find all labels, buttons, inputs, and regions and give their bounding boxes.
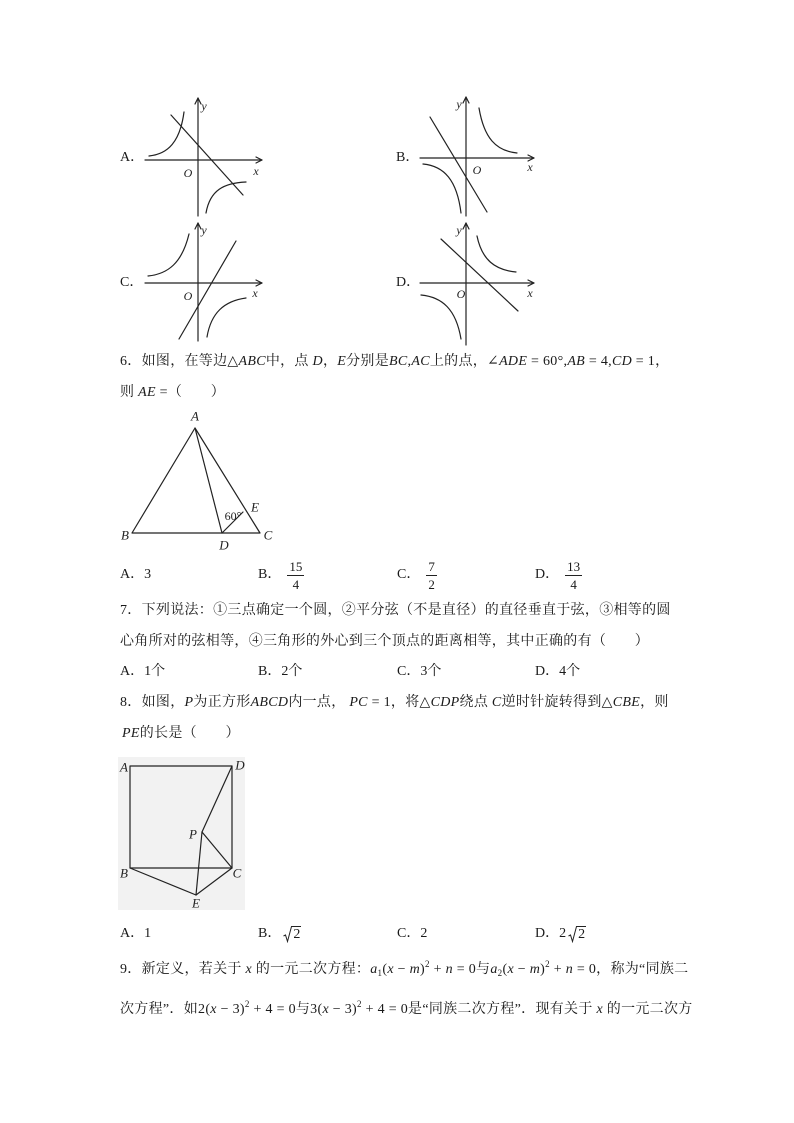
point-label-p: P <box>189 826 197 842</box>
denominator: 4 <box>570 576 577 592</box>
fraction <box>565 559 582 592</box>
option-a <box>120 924 151 944</box>
hyperbola-branch <box>149 112 184 156</box>
sqrt-expression <box>568 926 586 943</box>
option-label: A． <box>120 567 145 582</box>
option-a <box>120 662 165 682</box>
math-symbol: CBE <box>612 695 641 710</box>
y-axis-label: y <box>456 223 462 237</box>
math-symbol: ADE <box>499 354 528 369</box>
subscript: 1 <box>377 968 383 978</box>
vertex-label-c: C <box>232 865 242 881</box>
text-segment: 9．新定义，若关于 <box>120 962 246 977</box>
math-symbol: PC <box>349 695 368 710</box>
text-segment: = 0，称为“同族二 <box>573 962 689 977</box>
text-segment: △ <box>227 354 239 369</box>
math-symbol: n <box>565 962 574 977</box>
option-label: B． <box>258 926 282 941</box>
text-segment: 为正方形 <box>193 695 251 710</box>
question-9-line-2 <box>120 1000 693 1020</box>
linear-function-line <box>171 115 243 195</box>
option-c <box>397 557 437 593</box>
vertex-label-c: C <box>263 527 273 543</box>
text-segment: 的一元二次方 <box>602 1002 693 1017</box>
text-segment: = 60°, <box>527 354 568 369</box>
question-9-line-1 <box>120 960 688 980</box>
graph-option-a <box>140 92 270 220</box>
option-a <box>120 557 151 593</box>
math-symbol: E <box>337 354 347 369</box>
question-6-line-1 <box>120 352 669 372</box>
text-segment: = 1， <box>632 354 670 369</box>
superscript: 2 <box>357 999 362 1009</box>
origin-label: O <box>472 163 482 177</box>
option-label: C． <box>397 926 421 941</box>
text-segment: + <box>429 962 446 977</box>
y-axis-label: y <box>201 223 207 237</box>
vertex-label-a: A <box>191 408 199 424</box>
option-d <box>535 924 586 944</box>
option-b <box>258 662 302 682</box>
text-segment: ) <box>420 962 426 977</box>
numerator: 15 <box>289 558 303 574</box>
text-segment: ) <box>540 962 546 977</box>
vertex-label-d: D <box>235 757 245 773</box>
math-symbol: m <box>409 962 421 977</box>
option-label: D． <box>535 567 560 582</box>
text-segment: + 4 = 0与3( <box>249 1002 323 1017</box>
x-axis-label: x <box>527 160 533 174</box>
sqrt-sign-icon <box>568 926 577 943</box>
graph-option-label-a: A． <box>120 150 145 165</box>
text-segment: 中，点 <box>265 354 313 369</box>
option-b <box>258 924 301 944</box>
question-7-line-1: 7．下列说法：①三点确定一个圆，②平分弦（不是直径）的直径垂直于弦，③相等的圆 <box>120 603 671 618</box>
superscript: 2 <box>545 959 550 969</box>
superscript: 2 <box>244 999 250 1009</box>
text-segment: 则 <box>120 385 139 400</box>
radicand: 2 <box>293 926 301 942</box>
question-8-line-2 <box>122 724 240 744</box>
math-symbol: x <box>596 1002 603 1017</box>
y-axis-label: y <box>201 99 207 113</box>
math-symbol: a <box>490 962 498 977</box>
text-segment: ， <box>322 354 338 369</box>
graph-option-label-c: C． <box>120 275 144 290</box>
point-label-e: E <box>192 895 200 911</box>
option-value: 1 <box>144 926 152 941</box>
angle-label: 60° <box>224 509 242 523</box>
math-symbol: x <box>210 1002 217 1017</box>
coefficient: 2 <box>559 926 567 941</box>
math-symbol: CD <box>611 354 632 369</box>
text-segment: = 1，将 <box>367 695 420 710</box>
question-7-line-2: 心角所对的弦相等，④三角形的外心到三个顶点的距离相等，其中正确的有（ ） <box>120 634 650 649</box>
text-segment: + 4 = 0是“同族二次方程”．现有关于 <box>361 1002 597 1017</box>
text-segment: ( <box>502 962 508 977</box>
math-symbol: AE <box>138 385 156 400</box>
vertex-label-b: B <box>120 865 128 881</box>
origin-label: O <box>183 166 193 180</box>
math-symbol: CDP <box>430 695 460 710</box>
text-segment: ∠ <box>487 354 500 369</box>
option-value: 1个 <box>144 664 166 679</box>
math-symbol: D <box>312 354 323 369</box>
hyperbola-branch <box>148 234 189 276</box>
x-axis-label: x <box>252 286 258 300</box>
math-symbol: x <box>245 962 253 977</box>
math-symbol: n <box>445 962 453 977</box>
text-segment: ，则 <box>640 695 669 710</box>
text-segment: △ <box>601 695 613 710</box>
fraction <box>287 559 304 592</box>
point-label-e: E <box>251 499 259 515</box>
text-segment: 8．如图， <box>120 695 185 710</box>
text-segment: △ <box>419 695 431 710</box>
numerator: 13 <box>567 558 581 574</box>
hyperbola-branch <box>477 236 516 272</box>
hyperbola-branch <box>479 108 517 153</box>
option-value: 2 <box>420 926 428 941</box>
text-segment: − 3) <box>216 1002 245 1017</box>
text-segment: 的长是（ ） <box>139 726 240 741</box>
segment-ad <box>195 428 222 533</box>
y-axis-label: y <box>456 97 462 111</box>
option-value: 2个 <box>281 664 303 679</box>
hyperbola-branch <box>421 295 461 339</box>
option-c <box>397 924 427 944</box>
denominator: 4 <box>292 576 300 592</box>
text-segment: − <box>513 962 530 977</box>
text-segment: ( <box>382 962 388 977</box>
superscript: 2 <box>425 959 430 969</box>
hyperbola-branch <box>206 182 246 213</box>
graph-option-label-d: D． <box>396 275 421 290</box>
text-segment: = 0与 <box>452 962 491 977</box>
x-axis-label: x <box>527 286 533 300</box>
text-segment: 6．如图，在等边 <box>120 354 228 369</box>
math-symbol: a <box>370 962 378 977</box>
option-label: C． <box>397 664 421 679</box>
text-segment: 内一点， <box>288 695 350 710</box>
math-symbol: x <box>507 962 514 977</box>
option-label: B． <box>258 567 282 582</box>
option-b <box>258 557 304 593</box>
square-figure <box>115 752 250 914</box>
text-segment: 次方程”．如2( <box>120 1002 211 1017</box>
hyperbola-branch <box>207 298 246 337</box>
radicand: 2 <box>578 926 586 942</box>
math-symbol: AB <box>567 354 586 369</box>
math-symbol: AC <box>411 354 430 369</box>
graph-option-b <box>415 92 540 220</box>
math-symbol: PE <box>122 726 140 741</box>
text-segment: 分别是 <box>346 354 390 369</box>
option-label: D． <box>535 664 560 679</box>
option-value: 3 <box>144 567 152 582</box>
math-symbol: x <box>322 1002 329 1017</box>
text-segment: − <box>393 962 410 977</box>
text-segment: = 4, <box>585 354 612 369</box>
numerator: 7 <box>428 558 435 574</box>
question-6-line-2 <box>120 383 225 403</box>
linear-function-line <box>441 239 518 311</box>
math-symbol: ABCD <box>250 695 289 710</box>
option-label: D． <box>535 926 560 941</box>
vertex-label-a: A <box>120 759 128 775</box>
text-segment: 上的点， <box>429 354 488 369</box>
text-segment: + <box>549 962 566 977</box>
math-symbol: x <box>387 962 394 977</box>
subscript: 2 <box>497 968 503 978</box>
sqrt-sign-icon <box>283 926 292 943</box>
vertex-label-b: B <box>121 527 129 543</box>
origin-label: O <box>183 289 193 303</box>
text-segment: 的一元二次方程： <box>252 962 371 977</box>
text-segment: 逆时针旋转得到 <box>501 695 602 710</box>
math-symbol: C <box>491 695 502 710</box>
fraction <box>426 559 437 592</box>
option-label: C． <box>397 567 421 582</box>
text-segment: − 3) <box>328 1002 358 1017</box>
option-label: A． <box>120 926 145 941</box>
sqrt-expression <box>283 926 301 943</box>
option-value: 3个 <box>420 664 442 679</box>
question-8-line-1 <box>120 693 669 713</box>
math-symbol: P <box>184 695 194 710</box>
option-value: 4个 <box>559 664 581 679</box>
option-label: A． <box>120 664 145 679</box>
graph-option-d <box>415 220 540 348</box>
x-axis-label: x <box>253 164 259 178</box>
option-c <box>397 662 441 682</box>
denominator: 2 <box>428 576 435 592</box>
math-symbol: m <box>529 962 541 977</box>
option-label: B． <box>258 664 282 679</box>
triangle-figure <box>115 405 285 555</box>
option-d <box>535 557 582 593</box>
graph-option-c <box>140 220 270 345</box>
point-label-d: D <box>219 537 229 553</box>
text-segment: , <box>407 354 412 369</box>
origin-label: O <box>456 287 466 301</box>
option-d <box>535 662 580 682</box>
math-symbol: BC <box>389 354 408 369</box>
graph-option-label-b: B． <box>396 150 420 165</box>
text-segment: 绕点 <box>459 695 492 710</box>
text-segment: =（ ） <box>155 385 226 400</box>
math-symbol: ABC <box>238 354 266 369</box>
hyperbola-branch <box>423 164 461 213</box>
